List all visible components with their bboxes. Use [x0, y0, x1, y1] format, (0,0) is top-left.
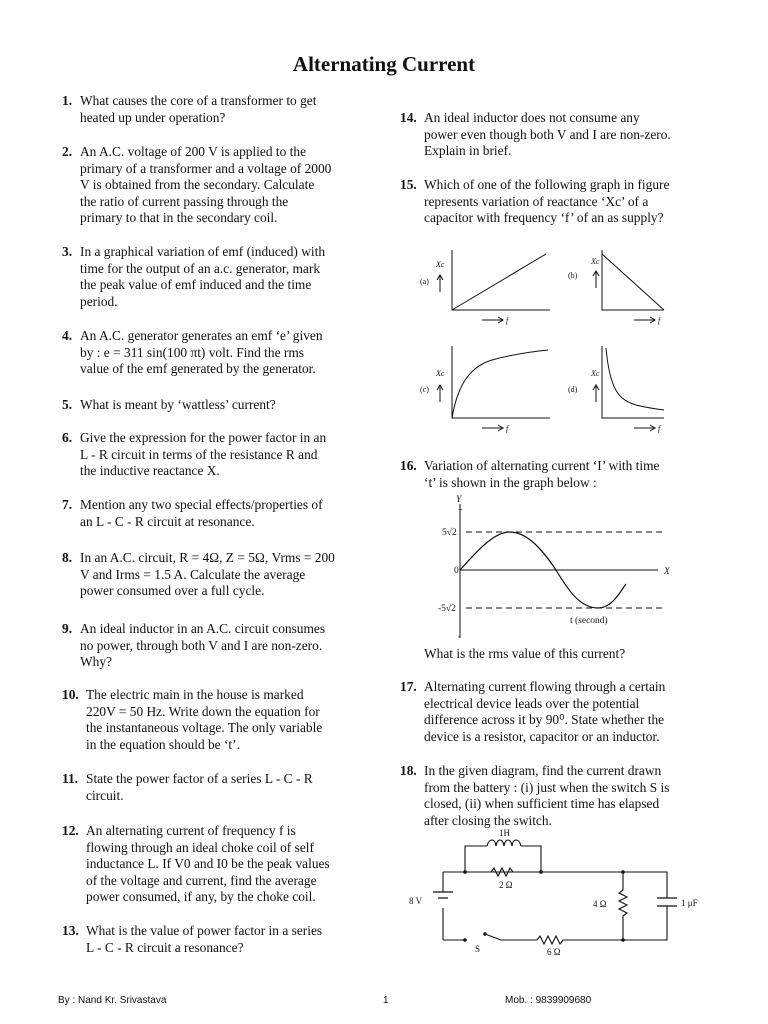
question-text: Give the expression for the power factor in an L - R circuit in terms of the resistance R and the inductive reactance X. — [80, 430, 327, 479]
graph-b-y-arrow — [593, 271, 599, 288]
question-text: What is meant by ‘wattless’ current? — [80, 397, 276, 412]
graph-c-x-arrow — [482, 425, 503, 431]
question-number: 18. — [400, 763, 417, 778]
graph-d-y-label: Xc — [591, 369, 600, 378]
y-axis-label: Y — [456, 495, 462, 505]
graph-c-axes — [452, 346, 550, 418]
peak-positive-label: 5√2 — [442, 528, 457, 538]
footer-page-number: 1 — [383, 995, 389, 1006]
question-text: In a graphical variation of emf (induced) with time for the output of an a.c. generator, mark the peak value of emf induced and the time period. — [80, 244, 326, 309]
graph-a-label: (a) — [420, 277, 429, 286]
question-12 — [62, 823, 382, 906]
question-number: 17. — [400, 679, 417, 694]
graph-c-x-label: f — [506, 424, 509, 433]
question-18 — [400, 763, 730, 829]
question-2 — [62, 144, 382, 227]
question-3 — [62, 244, 382, 310]
question-9 — [62, 621, 382, 671]
reactance-graphs — [410, 242, 680, 438]
time-axis-label: t (second) — [570, 616, 608, 626]
graph-c-curve — [452, 350, 548, 418]
graph-a-x-arrow — [482, 317, 503, 323]
question-text: What is the rms value of this current? — [424, 646, 626, 661]
question-number: 13. — [62, 923, 79, 938]
y-minus-sign: - — [458, 632, 461, 641]
peak-negative-label: -5√2 — [438, 604, 456, 614]
question-6 — [62, 430, 382, 480]
question-16 — [400, 458, 730, 491]
graph-b-x-label: f — [658, 316, 661, 325]
graph-a-y-label: Xc — [436, 260, 445, 269]
question-number: 5. — [62, 397, 73, 412]
footer-author: By : Nand Kr. Srivastava — [58, 995, 167, 1006]
question-number: 2. — [62, 144, 73, 159]
graph-a-curve — [452, 254, 546, 310]
question-text: An ideal inductor does not consume any power even though both V and I are non-zero. Explain in brief. — [424, 110, 671, 159]
question-text: An A.C. voltage of 200 V is applied to the primary of a transformer and a voltage of 2000 V is obtained from the secondary. Calculate the ratio of current passing through the primary to that in the secondary coil. — [80, 144, 332, 226]
question-17 — [400, 679, 730, 745]
question-text: An ideal inductor in an A.C. circuit consumes no power, through both V and I are non-zero. Why? — [80, 621, 326, 670]
graph-d-x-label: f — [658, 424, 661, 433]
question-10 — [62, 687, 382, 753]
r3-label: 6 Ω — [547, 947, 561, 956]
question-number: 8. — [62, 550, 73, 565]
question-number: 11. — [62, 771, 78, 786]
graph-d-y-arrow — [593, 385, 599, 402]
zero-label: 0 — [454, 566, 459, 576]
switch-label: S — [475, 944, 481, 954]
page-title: Alternating Current — [292, 52, 476, 76]
inductor-coil — [487, 840, 521, 846]
bottom-wire — [443, 934, 623, 940]
y-plus-sign: + — [458, 505, 463, 514]
question-number: 10. — [62, 687, 79, 702]
question-number: 6. — [62, 430, 73, 445]
resistor-6ohm — [537, 936, 567, 944]
graph-d-axes — [602, 346, 664, 418]
graph-d-label: (d) — [568, 385, 578, 394]
top-branch — [465, 846, 541, 872]
question-text: In an A.C. circuit, R = 4Ω, Z = 5Ω, Vrms = 200 V and Irms = 1.5 A. Calculate the average power consumed over a full cycle. — [80, 550, 335, 599]
graph-b-curve — [602, 254, 664, 310]
question-number: 1. — [62, 93, 73, 108]
question-text: Which of one of the following graph in figure represents variation of reactance ‘Xc’ of a capacitor with frequency ‘f’ of an as supply? — [424, 177, 670, 226]
question-text: Alternating current flowing through a certain electrical device leads over the potential difference across it by 90⁰. State whether the device is a resistor, capacitor or an inductor. — [424, 679, 666, 744]
capacitor-label: 1 μF — [681, 898, 698, 908]
battery-label: 8 V — [409, 896, 423, 906]
question-text: In the given diagram, find the current drawn from the battery : (i) just when the switch S is closed, (ii) when sufficient time has elapsed after closing the switch. — [424, 763, 670, 828]
question-number: 15. — [400, 177, 417, 192]
x-axis-label: X — [664, 567, 670, 577]
question-4 — [62, 328, 382, 378]
question-number: 14. — [400, 110, 417, 125]
r1-label: 2 Ω — [499, 880, 513, 890]
graph-c-y-label: Xc — [436, 369, 445, 378]
graph-b-x-arrow — [634, 317, 655, 323]
resistor-4ohm — [619, 872, 627, 940]
graph-c-y-arrow — [437, 385, 443, 402]
question-13 — [62, 923, 382, 956]
question-number: 9. — [62, 621, 73, 636]
question-text: What causes the core of a transformer to get heated up under operation? — [80, 93, 317, 125]
question-number: 12. — [62, 823, 79, 838]
question-text: The electric main in the house is marked 220V = 50 Hz. Write down the equation for the instantaneous voltage. The only variable in the equation should be ‘t’. — [86, 687, 323, 752]
question-16-rms — [400, 646, 730, 663]
question-1 — [62, 93, 382, 126]
question-text: State the power factor of a series L - C - R circuit. — [86, 771, 313, 803]
question-text: An alternating current of frequency f is flowing through an ideal choke coil of self inductance L. If V0 and I0 be the peak values of the voltage and current, find the average power consumed, if any, by the choke coil. — [86, 823, 330, 905]
inductor-label: 1H — [499, 828, 510, 838]
graph-b-label: (b) — [568, 271, 578, 280]
question-number: 7. — [62, 497, 73, 512]
question-text: Mention any two special effects/properties of an L - C - R circuit at resonance. — [80, 497, 323, 529]
question-text: What is the value of power factor in a series L - C - R circuit a resonance? — [86, 923, 323, 955]
graph-d-x-arrow — [634, 425, 655, 431]
question-5 — [62, 397, 382, 414]
battery — [433, 892, 453, 898]
graph-a-x-label: f — [506, 316, 509, 325]
question-8 — [62, 550, 382, 600]
graph-b-y-label: Xc — [591, 257, 600, 266]
graph-a-y-arrow — [437, 275, 443, 292]
question-number: 4. — [62, 328, 73, 343]
current-time-graph — [430, 492, 690, 642]
question-11 — [62, 771, 382, 804]
question-text: An A.C. generator generates an emf ‘e’ given by : e = 311 sin(100 πt) volt. Find the rms value of the emf generated by the generator. — [80, 328, 323, 377]
footer-mobile: Mob. : 9839909680 — [505, 995, 592, 1006]
circuit-diagram — [405, 826, 705, 956]
question-number: 16. — [400, 458, 417, 473]
question-text: Variation of alternating current ‘I’ with time ‘t’ is shown in the graph below : — [424, 458, 660, 490]
question-15 — [400, 177, 730, 227]
question-14 — [400, 110, 730, 160]
question-7 — [62, 497, 382, 530]
question-number: 3. — [62, 244, 73, 259]
capacitor — [657, 898, 677, 906]
graph-c-label: (c) — [420, 385, 429, 394]
r2-label: 4 Ω — [593, 899, 607, 909]
graph-d-curve — [606, 348, 664, 410]
